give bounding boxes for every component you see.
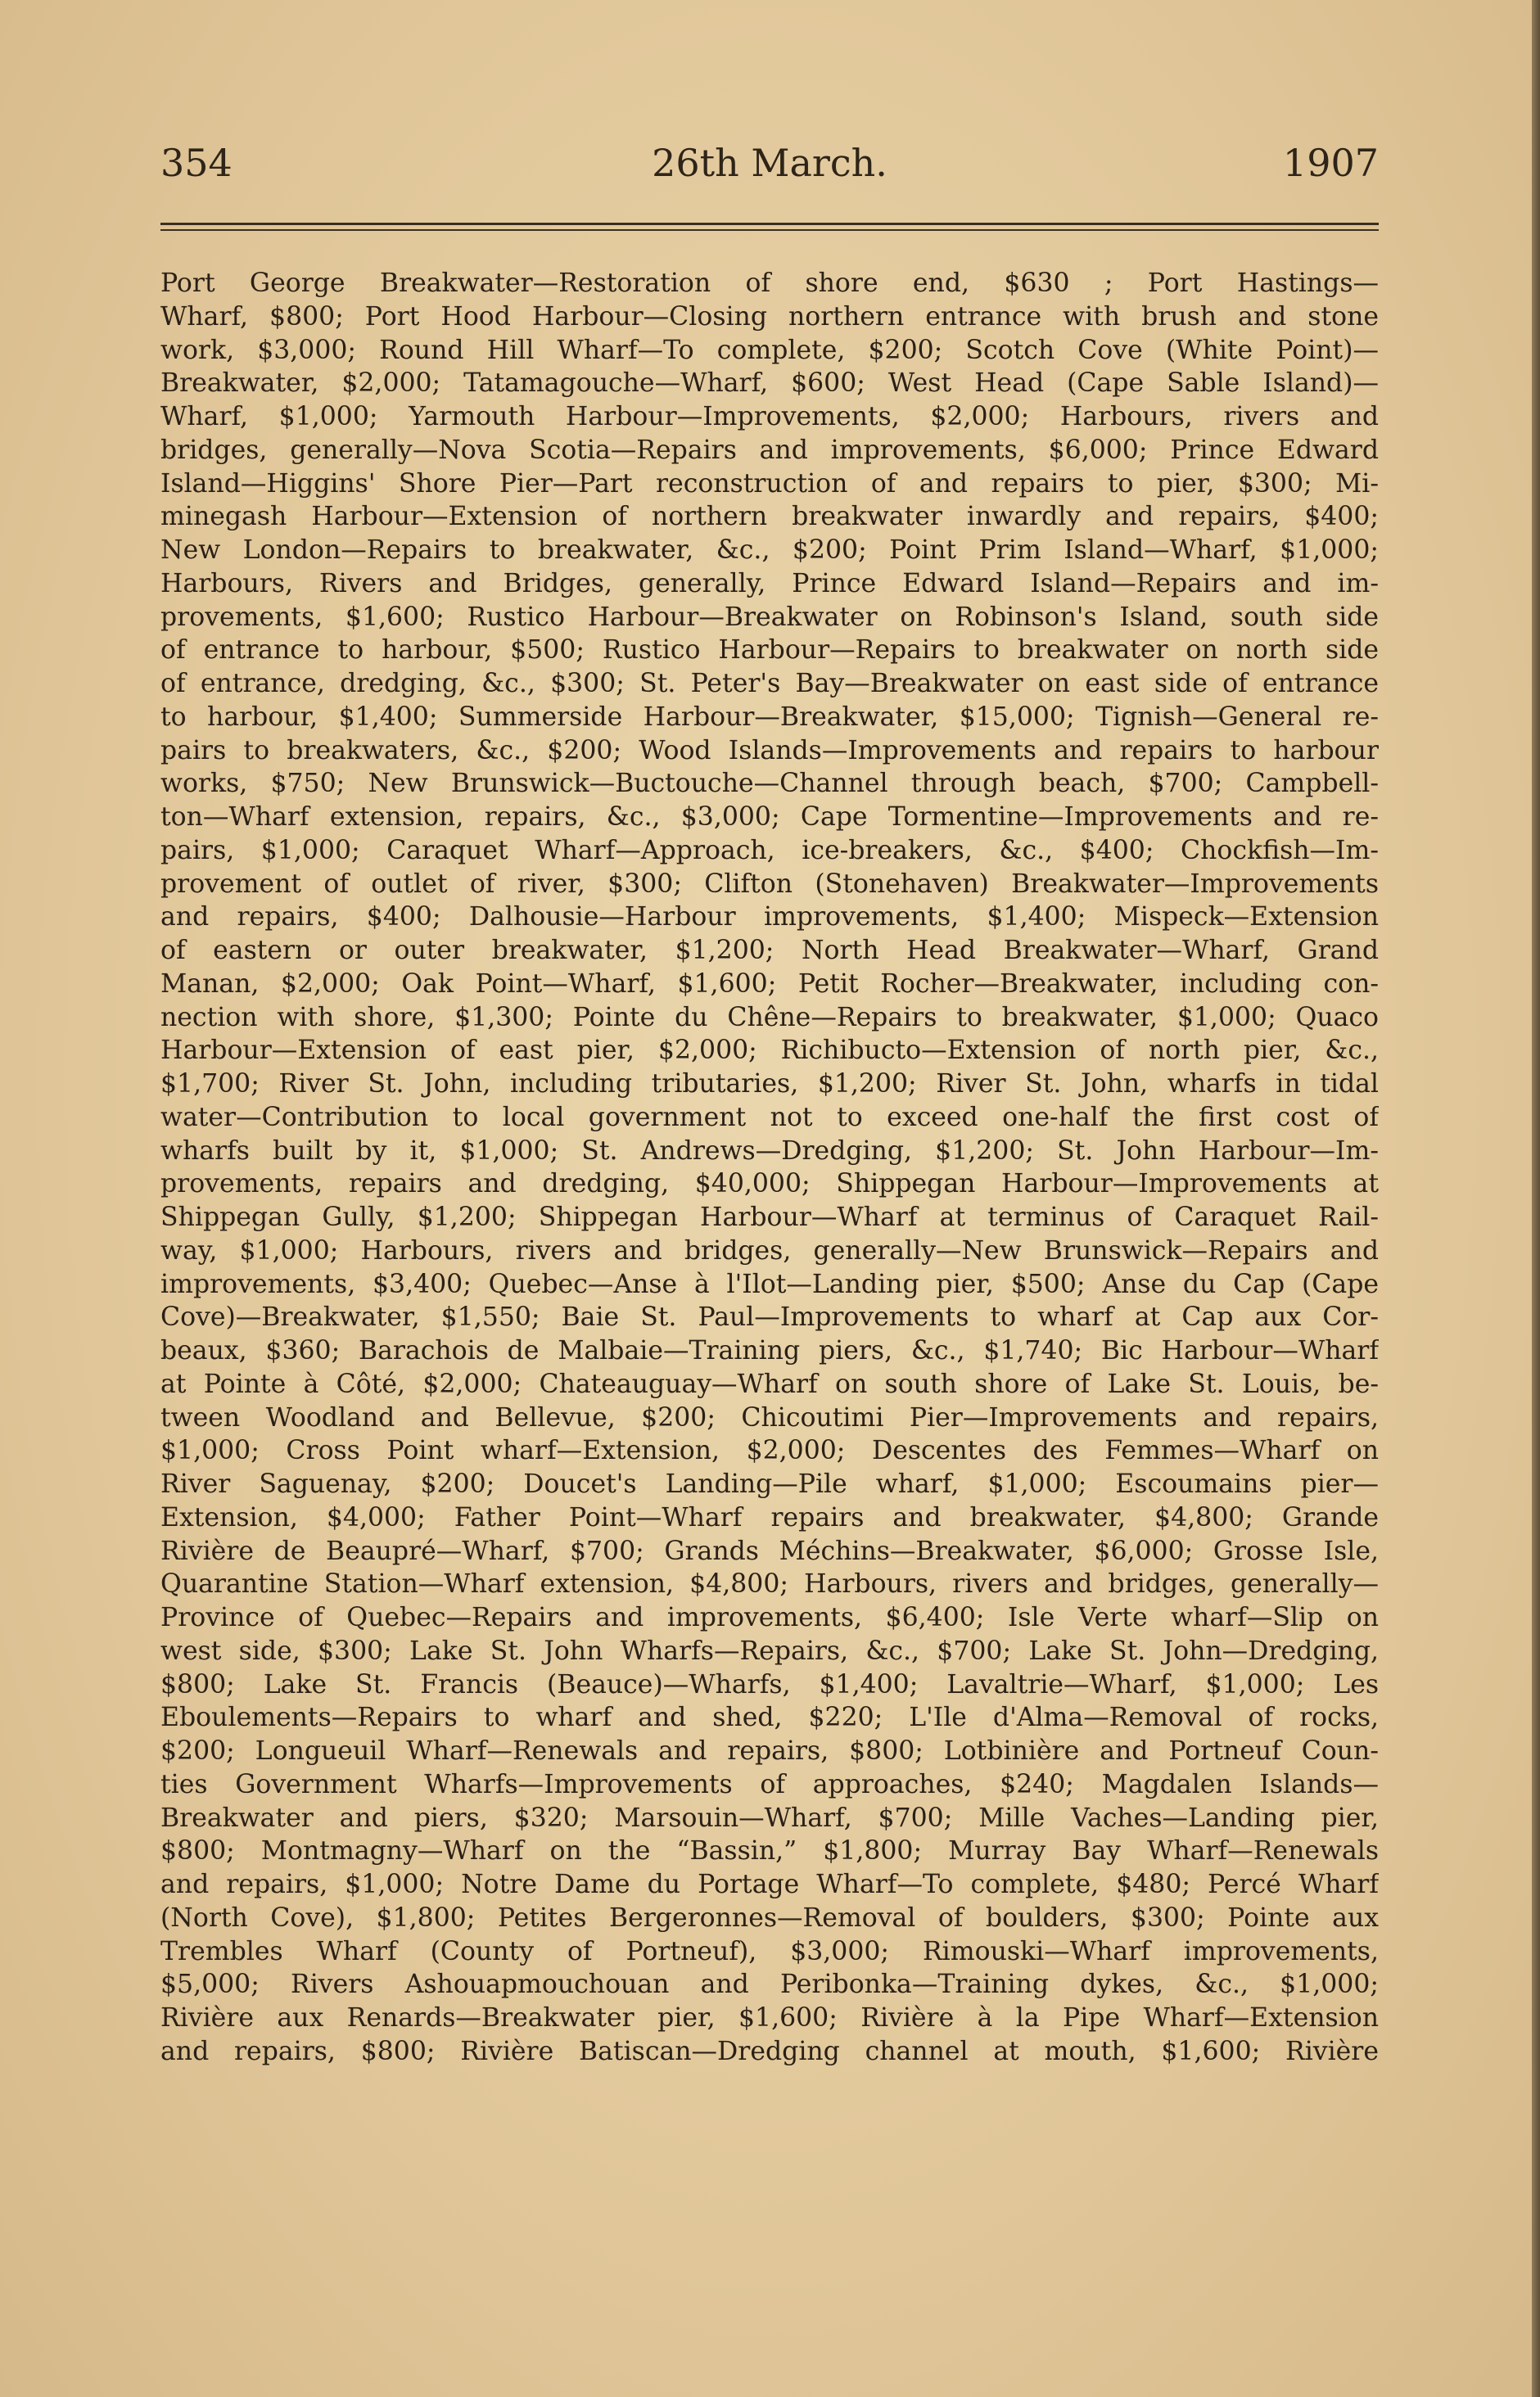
text-line: Trembles Wharf (County of Portneuf), $3,000; Rimouski—Wharf improvements, xyxy=(160,1936,1379,1966)
text-line: $1,000; Cross Point wharf—Extension, $2,000; Descentes des Femmes—Wharf on xyxy=(160,1436,1379,1466)
text-line: work, $3,000; Round Hill Wharf—To complete, $200; Scotch Cove (White Point)— xyxy=(160,335,1379,365)
text-line: Breakwater and piers, $320; Marsouin—Wharf, $700; Mille Vaches—Landing pier, xyxy=(160,1803,1379,1833)
text-line: Extension, $4,000; Father Point—Wharf repairs and breakwater, $4,800; Grande xyxy=(160,1502,1379,1533)
text-line: works, $750; New Brunswick—Buctouche—Channel through beach, $700; Campbell- xyxy=(160,769,1379,799)
text-line: ties Government Wharfs—Improvements of approaches, $240; Magdalen Islands— xyxy=(160,1769,1379,1799)
text-line: provement of outlet of river, $300; Clifton (Stonehaven) Breakwater—Improvements xyxy=(160,869,1379,899)
text-line: wharfs built by it, $1,000; St. Andrews—Dredging, $1,200; St. John Harbour—Im- xyxy=(160,1135,1379,1166)
text-line: Province of Quebec—Repairs and improvements, $6,400; Isle Verte wharf—Slip on xyxy=(160,1603,1379,1632)
text-line: Breakwater, $2,000; Tatamagouche—Wharf, $600; West Head (Cape Sable Island)— xyxy=(160,368,1379,399)
body-paragraph xyxy=(160,267,1379,2069)
text-line: of eastern or outer breakwater, $1,200; North Head Breakwater—Wharf, Grand xyxy=(160,936,1379,965)
page-edge-shadow xyxy=(1532,0,1540,2397)
header-rule-lower xyxy=(160,229,1379,231)
text-line: and repairs, $1,000; Notre Dame du Portage Wharf—To complete, $480; Percé Wharf xyxy=(160,1870,1379,1899)
running-year: 1907 xyxy=(1282,141,1379,185)
running-header xyxy=(160,141,1379,198)
text-line: (North Cove), $1,800; Petites Bergeronnes—Removal of boulders, $300; Pointe aux xyxy=(160,1903,1379,1933)
text-line: tween Woodland and Bellevue, $200; Chicoutimi Pier—Improvements and repairs, xyxy=(160,1402,1379,1433)
text-line: Harbour—Extension of east pier, $2,000; Richibucto—Extension of north pier, &c., xyxy=(160,1036,1379,1066)
text-line: of entrance to harbour, $500; Rustico Harbour—Repairs to breakwater on north side xyxy=(160,635,1379,666)
text-line: to harbour, $1,400; Summerside Harbour—Breakwater, $15,000; Tignish—General re- xyxy=(160,702,1379,732)
text-line: of entrance, dredging, &c., $300; St. Peter's Bay—Breakwater on east side of entrance xyxy=(160,669,1379,698)
text-line: provements, $1,600; Rustico Harbour—Breakwater on Robinson's Island, south side xyxy=(160,602,1379,632)
text-line: River Saguenay, $200; Doucet's Landing—Pile wharf, $1,000; Escoumains pier— xyxy=(160,1469,1379,1499)
text-line: Cove)—Breakwater, $1,550; Baie St. Paul—Improvements to wharf at Cap aux Cor- xyxy=(160,1302,1379,1333)
text-line: west side, $300; Lake St. John Wharfs—Repairs, &c., $700; Lake St. John—Dredging, xyxy=(160,1636,1379,1666)
text-line: Manan, $2,000; Oak Point—Wharf, $1,600; Petit Rocher—Breakwater, including con- xyxy=(160,968,1379,999)
text-line: and repairs, $800; Rivière Batiscan—Dredging channel at mouth, $1,600; Rivière xyxy=(160,2036,1379,2066)
text-line: pairs to breakwaters, &c., $200; Wood Islands—Improvements and repairs to harbour xyxy=(160,735,1379,765)
running-date: 26th March. xyxy=(652,141,887,185)
text-line: ton—Wharf extension, repairs, &c., $3,000; Cape Tormentine—Improvements and re- xyxy=(160,802,1379,832)
text-line: $800; Montmagny—Wharf on the “Bassin,” $1,800; Murray Bay Wharf—Renewals xyxy=(160,1836,1379,1867)
text-line: Island—Higgins' Shore Pier—Part reconstruction of and repairs to pier, $300; Mi- xyxy=(160,468,1379,499)
text-line: bridges, generally—Nova Scotia—Repairs and improvements, $6,000; Prince Edward xyxy=(160,435,1379,465)
page-number: 354 xyxy=(160,141,233,185)
text-line: $200; Longueuil Wharf—Renewals and repairs, $800; Lotbinière and Portneuf Coun- xyxy=(160,1736,1379,1766)
header-rule-upper xyxy=(160,223,1379,225)
text-line: minegash Harbour—Extension of northern breakwater inwardly and repairs, $400; xyxy=(160,502,1379,532)
text-line: New London—Repairs to breakwater, &c., $200; Point Prim Island—Wharf, $1,000; xyxy=(160,535,1379,565)
text-line: way, $1,000; Harbours, rivers and bridges, generally—New Brunswick—Repairs and xyxy=(160,1235,1379,1266)
text-line: $1,700; River St. John, including tributaries, $1,200; River St. John, wharfs in tidal xyxy=(160,1069,1379,1099)
text-line: Rivière de Beaupré—Wharf, $700; Grands Méchins—Breakwater, $6,000; Grosse Isle, xyxy=(160,1536,1379,1566)
text-line: Quarantine Station—Wharf extension, $4,800; Harbours, rivers and bridges, generally— xyxy=(160,1569,1379,1600)
text-line: and repairs, $400; Dalhousie—Harbour improvements, $1,400; Mispeck—Extension xyxy=(160,902,1379,932)
text-line: improvements, $3,400; Quebec—Anse à l'Ilot—Landing pier, $500; Anse du Cap (Cape xyxy=(160,1269,1379,1299)
text-line: pairs, $1,000; Caraquet Wharf—Approach, ice-breakers, &c., $400; Chockfish—Im- xyxy=(160,835,1379,865)
text-line: Wharf, $800; Port Hood Harbour—Closing northern entrance with brush and stone xyxy=(160,301,1379,332)
text-line: Shippegan Gully, $1,200; Shippegan Harbour—Wharf at terminus of Caraquet Rail- xyxy=(160,1203,1379,1232)
text-line: Eboulements—Repairs to wharf and shed, $220; L'Ile d'Alma—Removal of rocks, xyxy=(160,1703,1379,1733)
text-line: $5,000; Rivers Ashouapmouchouan and Peribonka—Training dykes, &c., $1,000; xyxy=(160,1970,1379,2000)
text-line: nection with shore, $1,300; Pointe du Chêne—Repairs to breakwater, $1,000; Quaco xyxy=(160,1002,1379,1032)
text-line: beaux, $360; Barachois de Malbaie—Training piers, &c., $1,740; Bic Harbour—Wharf xyxy=(160,1336,1379,1366)
text-line: Rivière aux Renards—Breakwater pier, $1,600; Rivière à la Pipe Wharf—Extension xyxy=(160,2003,1379,2033)
text-line: $800; Lake St. Francis (Beauce)—Wharfs, $1,400; Lavaltrie—Wharf, $1,000; Les xyxy=(160,1669,1379,1700)
text-line: water—Contribution to local government not to exceed one-half the first cost of xyxy=(160,1102,1379,1132)
text-line: Wharf, $1,000; Yarmouth Harbour—Improvements, $2,000; Harbours, rivers and xyxy=(160,402,1379,431)
text-line: Port George Breakwater—Restoration of shore end, $630 ; Port Hastings— xyxy=(160,269,1379,298)
text-line: at Pointe à Côté, $2,000; Chateauguay—Wharf on south shore of Lake St. Louis, be- xyxy=(160,1369,1379,1399)
text-line: Harbours, Rivers and Bridges, generally, Prince Edward Island—Repairs and im- xyxy=(160,568,1379,598)
text-line: provements, repairs and dredging, $40,000; Shippegan Harbour—Improvements at xyxy=(160,1169,1379,1199)
